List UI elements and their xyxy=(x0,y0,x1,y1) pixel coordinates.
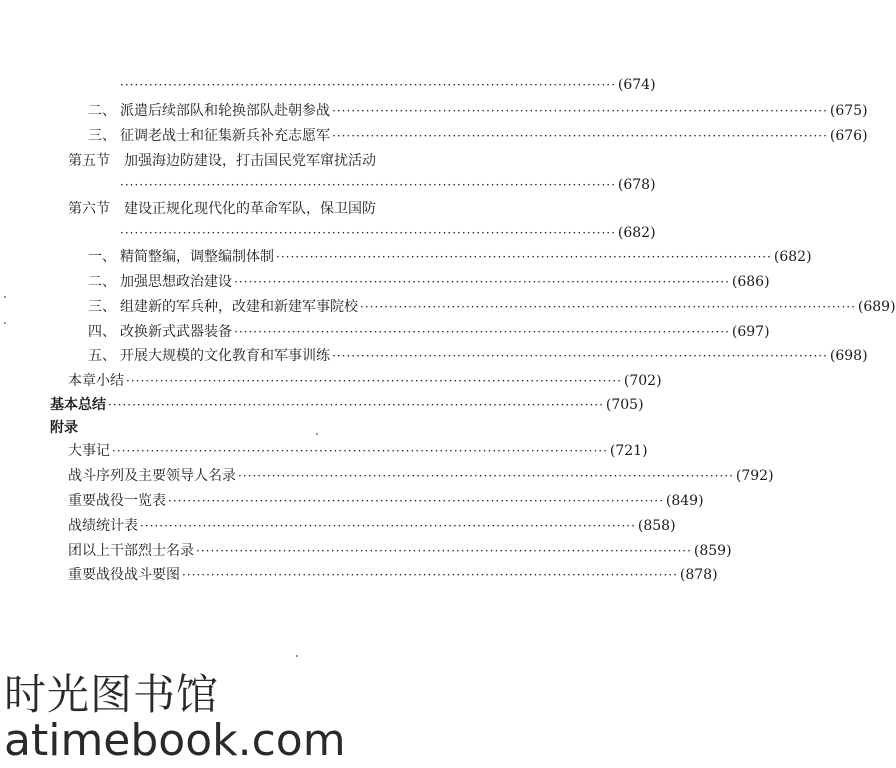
toc-entry-label: 战绩统计表 xyxy=(68,518,138,534)
watermark-chinese: 时光图书馆 xyxy=(4,670,220,719)
dot-leader: ······································································································· xyxy=(120,226,616,240)
dot-leader: ······································································································· xyxy=(332,129,828,143)
toc-page-number: (698) xyxy=(829,348,868,364)
toc-entry[interactable] xyxy=(88,321,770,343)
toc-entry-label: 大事记 xyxy=(68,443,110,459)
dot-leader: ······································································································· xyxy=(234,275,730,289)
toc-section-number: 第五节 xyxy=(68,153,110,169)
toc-appendix-heading[interactable] xyxy=(50,417,460,439)
toc-entry[interactable] xyxy=(88,246,812,268)
toc-entry[interactable] xyxy=(68,564,718,586)
toc-entry-number: 一、 xyxy=(88,249,116,265)
toc-entry[interactable] xyxy=(68,540,732,562)
toc-page-number: (675) xyxy=(829,103,868,119)
toc-page-number: (849) xyxy=(665,493,704,509)
dot-leader: ······································································································· xyxy=(196,544,692,558)
scan-speck xyxy=(316,433,318,435)
toc-page-number: (676) xyxy=(829,128,868,144)
dot-leader: ······································································································· xyxy=(332,104,828,118)
toc-appendix-label: 附录 xyxy=(50,420,78,436)
toc-entry[interactable] xyxy=(50,394,644,416)
toc-chapter-label: 基本总结 xyxy=(50,397,106,413)
toc-entry-label: 加强思想政治建设 xyxy=(120,274,232,290)
toc-entry[interactable] xyxy=(88,296,896,318)
toc-entry-label: 本章小结 xyxy=(68,373,124,389)
toc-entry[interactable] xyxy=(120,174,656,196)
toc-entry-label: 开展大规模的文化教育和军事训练 xyxy=(120,348,330,364)
toc-entry[interactable] xyxy=(120,74,656,96)
toc-entry[interactable] xyxy=(88,271,770,293)
toc-entry-number: 三、 xyxy=(88,128,116,144)
toc-section-title: 建设正规化现代化的革命军队，保卫国防 xyxy=(124,201,376,217)
toc-entry-number: 五、 xyxy=(88,348,116,364)
toc-page-number: (859) xyxy=(693,543,732,559)
toc-entry-number: 二、 xyxy=(88,274,116,290)
toc-entry[interactable] xyxy=(68,370,662,392)
dot-leader: ······································································································· xyxy=(120,78,616,92)
dot-leader: ······································································································· xyxy=(108,398,604,412)
toc-section-title: 加强海边防建设，打击国民党军窜扰活动 xyxy=(124,153,376,169)
toc-entry[interactable] xyxy=(68,515,676,537)
toc-entry[interactable] xyxy=(68,465,774,487)
toc-entry-number: 四、 xyxy=(88,324,116,340)
toc-page-number: (689) xyxy=(857,299,896,315)
dot-leader: ······································································································· xyxy=(112,444,608,458)
toc-page-number: (682) xyxy=(617,225,656,241)
dot-leader: ······································································································· xyxy=(360,300,856,314)
watermark-url: atimebook.com xyxy=(4,715,346,766)
toc-page-number: (678) xyxy=(617,177,656,193)
dot-leader: ······································································································· xyxy=(120,178,616,192)
toc-entry-label: 团以上干部烈士名录 xyxy=(68,543,194,559)
dot-leader: ······································································································· xyxy=(234,325,730,339)
toc-section-heading[interactable] xyxy=(68,198,460,220)
dot-leader: ······································································································· xyxy=(238,469,734,483)
toc-page-number: (697) xyxy=(731,324,770,340)
toc-page-number: (721) xyxy=(609,443,648,459)
toc-entry-label: 征调老战士和征集新兵补充志愿军 xyxy=(120,128,330,144)
dot-leader: ······································································································· xyxy=(126,374,622,388)
toc-entry-number: 二、 xyxy=(88,103,116,119)
toc-entry[interactable] xyxy=(88,345,868,367)
toc-entry-label: 派遣后续部队和轮换部队赴朝参战 xyxy=(120,103,330,119)
dot-leader: ······································································································· xyxy=(140,519,636,533)
toc-entry-number: 三、 xyxy=(88,299,116,315)
toc-page-number: (702) xyxy=(623,373,662,389)
toc-entry[interactable] xyxy=(68,490,704,512)
toc-entry-label: 改换新式武器装备 xyxy=(120,324,232,340)
toc-entry[interactable] xyxy=(68,440,648,462)
toc-page-number: (705) xyxy=(605,397,644,413)
toc-page-number: (858) xyxy=(637,518,676,534)
scan-speck xyxy=(296,655,298,657)
scan-speck xyxy=(4,296,6,298)
toc-entry-label: 组建新的军兵种，改建和新建军事院校 xyxy=(120,299,358,315)
dot-leader: ······································································································· xyxy=(332,349,828,363)
toc-page-number: (682) xyxy=(773,249,812,265)
toc-entry-label: 战斗序列及主要领导人名录 xyxy=(68,468,236,484)
dot-leader: ······································································································· xyxy=(182,568,678,582)
toc-section-number: 第六节 xyxy=(68,201,110,217)
toc-entry-label: 重要战役一览表 xyxy=(68,493,166,509)
dot-leader: ······································································································· xyxy=(168,494,664,508)
toc-page-number: (686) xyxy=(731,274,770,290)
toc-page-number: (792) xyxy=(735,468,774,484)
toc-entry[interactable] xyxy=(88,125,868,147)
toc-entry[interactable] xyxy=(120,222,656,244)
toc-page-number: (878) xyxy=(679,567,718,583)
dot-leader: ······································································································· xyxy=(276,250,772,264)
toc-entry-label: 重要战役战斗要图 xyxy=(68,567,180,583)
toc-entry-label: 精简整编，调整编制体制 xyxy=(120,249,274,265)
toc-section-heading[interactable] xyxy=(68,150,460,172)
toc-page-number: (674) xyxy=(617,77,656,93)
scan-speck xyxy=(4,322,6,324)
toc-entry[interactable] xyxy=(88,100,868,122)
